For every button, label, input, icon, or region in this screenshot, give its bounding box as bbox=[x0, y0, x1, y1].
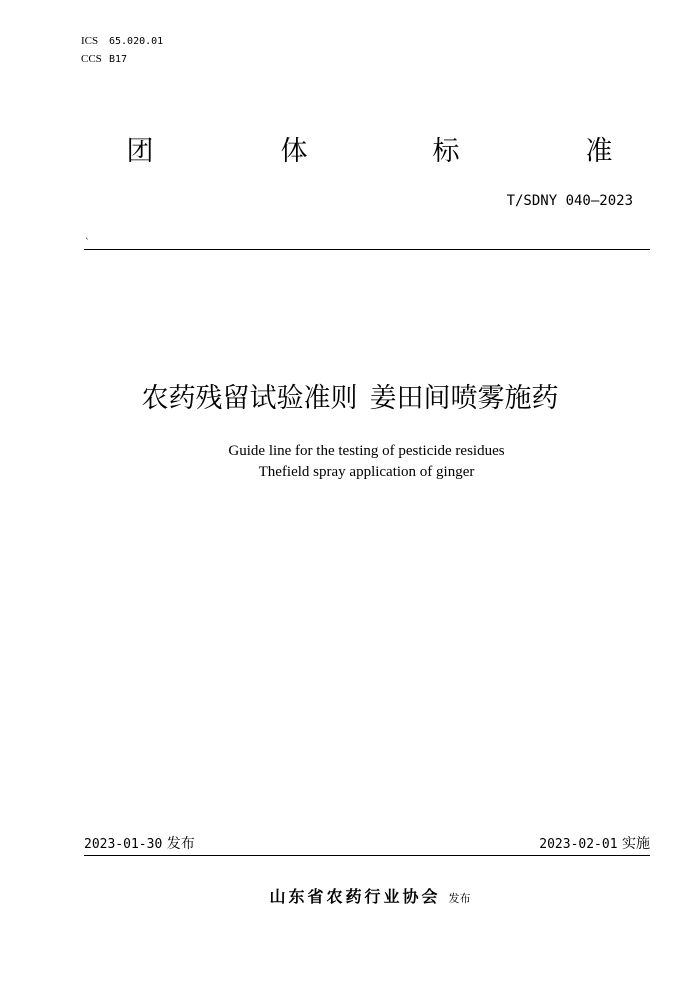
footer-divider bbox=[84, 855, 650, 856]
tick-mark: ` bbox=[85, 238, 90, 248]
title-zh-part2: 姜田间喷雾施药 bbox=[369, 383, 559, 414]
ics-label: ICS bbox=[81, 35, 99, 47]
ics-value: 65.020.01 bbox=[109, 36, 164, 47]
ccs-label: CCS bbox=[81, 53, 102, 65]
standard-type-char: 体 bbox=[280, 136, 308, 167]
publisher-suffix: 发布 bbox=[448, 892, 471, 905]
document-title bbox=[0, 380, 700, 418]
standard-type-char: 准 bbox=[585, 136, 613, 167]
standard-type-char: 团 bbox=[126, 136, 154, 167]
implementation-label: 实施 bbox=[622, 836, 650, 852]
publisher-name: 山东省农药行业协会 bbox=[269, 887, 441, 906]
standard-type-char: 标 bbox=[432, 136, 460, 167]
ccs-code bbox=[81, 52, 127, 67]
implementation-date: 2023-02-01 bbox=[539, 837, 618, 852]
implementation-date-line bbox=[539, 835, 650, 854]
title-zh-part1: 农药残留试验准则 bbox=[141, 383, 358, 414]
standard-number: T/SDNY 040—2023 bbox=[506, 193, 633, 209]
title-en-line1: Guide line for the testing of pesticide residues bbox=[228, 443, 505, 459]
ccs-value: B17 bbox=[109, 54, 128, 65]
issue-date: 2023-01-30 bbox=[84, 837, 163, 852]
header-divider bbox=[84, 249, 650, 250]
ics-code bbox=[81, 34, 163, 49]
publisher bbox=[0, 884, 700, 907]
issue-label: 发布 bbox=[166, 836, 195, 852]
issue-date-line bbox=[84, 835, 195, 854]
title-en-line2: Thefield spray application of ginger bbox=[258, 464, 475, 480]
